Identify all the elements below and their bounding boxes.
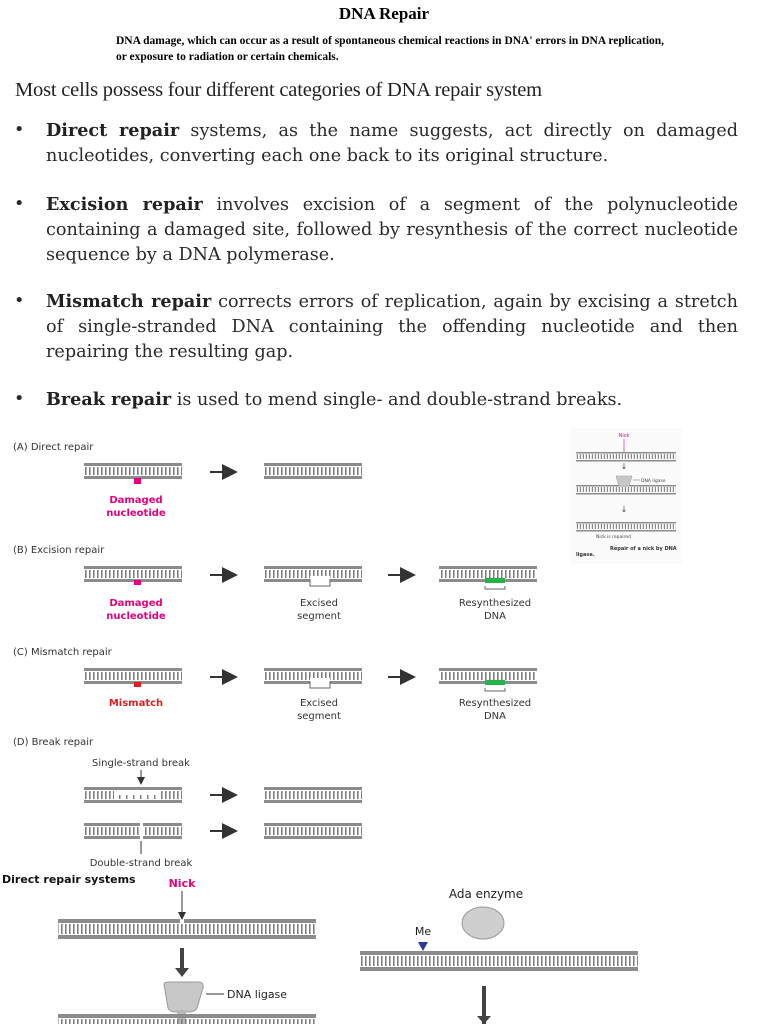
label-single-strand-break: Single-strand break [92,758,190,769]
dna-double-strand-break [84,823,182,839]
damaged-nucleotide-mark [134,580,141,585]
bullet-mismatch-repair: • Mismatch repair corrects errors of replication, again by excising a stretch of single-stranded DNA containing the offending nucleotide and then repairing the resulting gap. [14,291,738,362]
ada-enzyme-shape [462,907,504,939]
dna-duplex-resynthesized [439,566,537,589]
nick-repair-inset [570,428,682,564]
bullet-text: corrects errors of replication, again by excising a stretch of single-stranded DNA containing the offending nucleotide and then repairing the resulting gap. [46,292,738,362]
direct-repair-heading: Direct repair systems [2,873,136,886]
bullet-text: systems, as the name suggests, act directly on damaged nucleotides, converting each one back to its original structure. [46,121,738,166]
dna-duplex [84,668,182,687]
inset-ligase-label: DNA ligase [641,479,666,484]
bullet-direct-repair: • Direct repair systems, as the name suggests, act directly on damaged nucleotides, converting each one back to its original structure. [14,120,738,166]
resynthesized-segment-mark [485,680,505,685]
ligase-shape [616,476,632,486]
panel-d-title: (D) Break repair [13,737,94,748]
dna-duplex-excised [264,566,362,586]
label-mismatch: Mismatch [108,698,164,709]
bullet-excision-repair: • Excision repair involves excision of a segment of the polynucleotide containing a damaged site, followed by resynthesis of the correct nucleotide sequence by a DNA polymerase. [14,194,739,265]
bullet-text: involves excision of a segment of the polynucleotide containing a damaged site, followed by resynthesis of the correct nucleotide sequence by a DNA polymerase. [46,195,739,265]
dna-duplex-repaired [264,823,362,839]
dna-duplex-excised [264,668,362,688]
damaged-nucleotide-mark [134,478,141,484]
bullet-term: Mismatch repair [46,291,212,312]
inset-repaired-label: Nick is repaired [596,535,631,540]
panel-a-title: (A) Direct repair [13,442,94,453]
dna-duplex [84,463,182,484]
label-double-strand-break: Double-strand break [89,858,193,869]
panel-b-title: (B) Excision repair [13,545,105,556]
intro-text: DNA damage, which can occur as a result of spontaneous chemical reactions in DNA' errors in DNA replication, or exposure to radiation or certain chemicals. [116,35,665,63]
dna-duplex-repaired [264,463,362,479]
label-segment: segment [297,611,341,622]
label-nucleotide: nucleotide [106,508,166,519]
label-dna: DNA [483,711,507,722]
label-nucleotide: nucleotide [106,611,166,622]
mismatch-mark [134,682,141,687]
label-dna: DNA [483,611,507,622]
inset-nick-label: Nick [618,433,630,439]
inset-caption-2: ligase. [576,552,595,558]
label-resynthesized: Resynthesized [458,698,532,709]
label-damaged: Damaged [109,495,163,506]
dna-duplex [58,1014,316,1024]
panel-c-title: (C) Mismatch repair [13,647,112,658]
label-segment: segment [297,711,341,722]
down-arrow-icon: ↓ [620,505,628,514]
bullet-term: Direct repair [46,120,180,141]
dna-duplex-methylated [360,951,638,971]
label-excised: Excised [299,598,339,609]
bullet-break-repair: • Break repair is used to mend single- and double-strand breaks. [14,389,623,410]
bullet-text: is used to mend single- and double-strand breaks. [171,390,623,410]
bottom-nick-label: Nick [168,877,196,890]
resynthesized-segment-mark [485,578,505,583]
ada-enzyme-label: Ada enzyme [448,887,524,901]
dna-single-strand-break [84,787,182,803]
dna-duplex-repaired [264,787,362,803]
lead-sentence: Most cells possess four different categories of DNA repair system [15,79,542,101]
bullet-term: Break repair [46,389,172,410]
methyl-group-icon [418,942,428,951]
label-resynthesized: Resynthesized [458,598,532,609]
label-damaged: Damaged [109,598,163,609]
bottom-ligase-label: DNA ligase [227,988,288,1001]
methyl-label: Me [414,925,432,938]
dna-duplex-nicked [58,919,316,939]
inset-caption: Repair of a nick by DNA [610,546,677,552]
page-title: DNA Repair [338,4,430,23]
dna-duplex [84,566,182,585]
label-excised: Excised [299,698,339,709]
bullet-term: Excision repair [46,194,203,215]
dna-duplex-resynthesized [439,668,537,691]
down-arrow-icon: ↓ [620,462,628,471]
